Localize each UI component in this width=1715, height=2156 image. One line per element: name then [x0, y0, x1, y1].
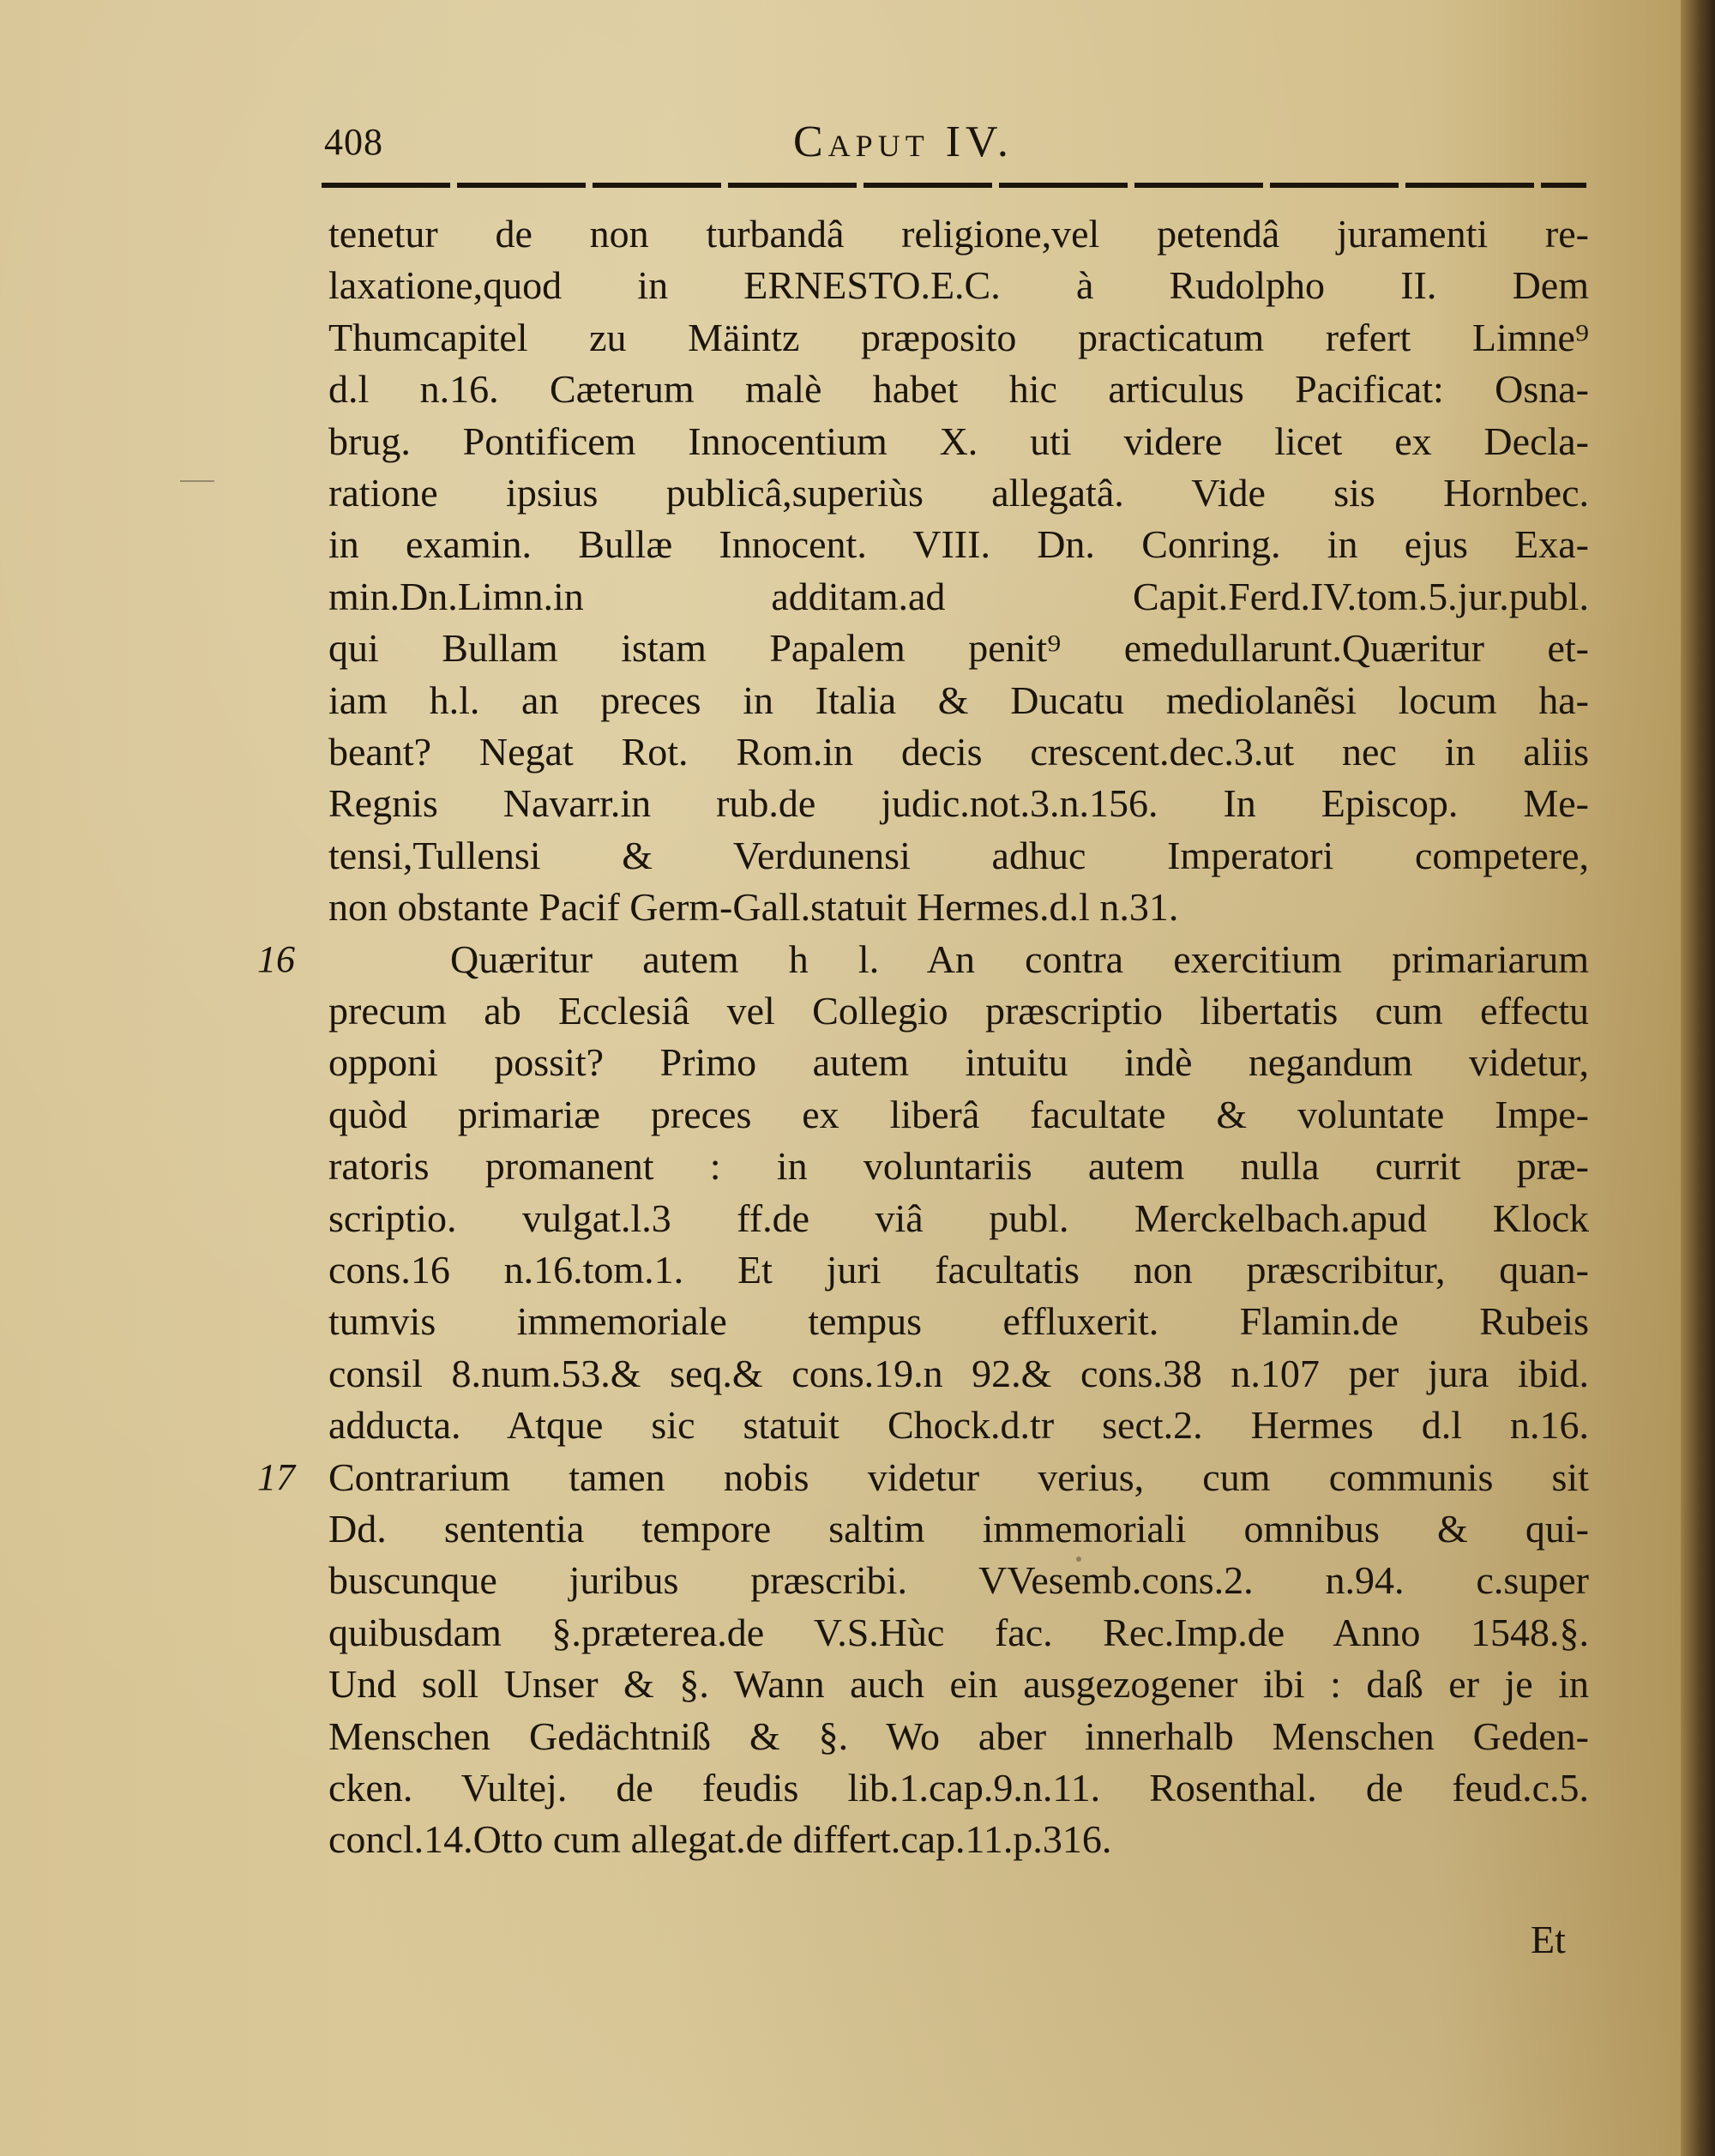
text-line: consil 8.num.53.& seq.& cons.19.n 92.& cons.38 n.107 per jura ibid. — [328, 1351, 1589, 1395]
text-line: min.Dn.Limn.in additam.ad Capit.Ferd.IV.tom.5.jur.publ. — [328, 574, 1589, 618]
text-line: quibusdam §.præterea.de V.S.Hùc fac. Rec.Imp.de Anno 1548.§. — [328, 1610, 1589, 1654]
margin-number: 17 — [257, 1455, 295, 1498]
text-line: d.l n.16. Cæterum malè habet hic articulus Pacificat: Osna- — [328, 367, 1589, 412]
ink-speck — [1076, 1557, 1081, 1562]
text-line: brug. Pontificem Innocentium X. uti videre licet ex Decla- — [328, 419, 1589, 463]
text-line: Und soll Unser & §. Wann auch ein ausgezogener ibi : daß er je in — [328, 1662, 1589, 1707]
ink-speck — [180, 480, 214, 482]
text-line: tenetur de non turbandâ religione,vel petendâ juramenti re- — [328, 212, 1589, 256]
text-line: buscunque juribus præscribi. VVesemb.cons.2. n.94. c.super — [328, 1558, 1589, 1603]
text-line: concl.14.Otto cum allegat.de differt.cap.11.p.316. — [328, 1817, 1112, 1862]
margin-number: 16 — [257, 937, 295, 980]
text-line: Menschen Gedächtniß & §. Wo aber innerhalb Menschen Geden- — [328, 1713, 1589, 1758]
catchword: Et — [1531, 1918, 1566, 1961]
text-line: qui Bullam istam Papalem penit⁹ emedullarunt.Quæritur et- — [328, 626, 1589, 671]
text-line: cons.16 n.16.tom.1. Et juri facultatis non præscribitur, quan- — [328, 1248, 1589, 1292]
text-line: precum ab Ecclesiâ vel Collegio præscriptio libertatis cum effectu — [328, 989, 1589, 1033]
text-line: Quæritur autem h l. An contra exercitium primariarum — [450, 936, 1589, 981]
text-line: Dd. sententia tempore saltim immemoriali omnibus & qui- — [328, 1507, 1589, 1551]
text-line: ratoris promanent : in voluntariis autem nulla currit præ- — [328, 1144, 1589, 1189]
text-line: adducta. Atque sic statuit Chock.d.tr sect.2. Hermes d.l n.16. — [328, 1403, 1589, 1448]
text-line: quòd primariæ preces ex liberâ facultate & voluntate Impe- — [328, 1092, 1589, 1136]
text-line: Regnis Navarr.in rub.de judic.not.3.n.156. In Episcop. Me- — [328, 781, 1589, 826]
text-line: laxatione,quod in ERNESTO.E.C. à Rudolpho II. Dem — [328, 263, 1589, 308]
text-line: cken. Vultej. de feudis lib.1.cap.9.n.11. Rosenthal. de feud.c.5. — [328, 1766, 1589, 1810]
page-number: 408 — [324, 121, 383, 163]
text-line: Contrarium tamen nobis videtur verius, cum communis sit — [328, 1454, 1589, 1499]
text-line: tensi,Tullensi & Verdunensi adhuc Imperatori competere, — [328, 833, 1589, 877]
text-line: ratione ipsius publicâ,superiùs allegatâ. Vide sis Hornbec. — [328, 471, 1589, 515]
text-line: scriptio. vulgat.l.3 ff.de viâ publ. Merckelbach.apud Klock — [328, 1195, 1589, 1240]
text-line: opponi possit? Primo autem intuitu indè negandum videtur, — [328, 1040, 1589, 1085]
text-line: in examin. Bullæ Innocent. VIII. Dn. Conring. in ejus Exa- — [328, 522, 1589, 567]
text-line: beant? Negat Rot. Rom.in decis crescent.dec.3.ut nec in aliis — [328, 730, 1589, 774]
book-spine — [1681, 0, 1715, 2156]
text-line: non obstante Pacif Germ-Gall.statuit Hermes.d.l n.31. — [328, 885, 1179, 930]
text-line: tumvis immemoriale tempus effluxerit. Flamin.de Rubeis — [328, 1299, 1589, 1344]
text-line: Thumcapitel zu Mäintz præposito practicatum refert Limne⁹ — [328, 315, 1589, 359]
text-line: iam h.l. an preces in Italia & Ducatu mediolanẽsi locum ha- — [328, 678, 1589, 722]
chapter-title: Caput IV. — [793, 117, 1014, 166]
